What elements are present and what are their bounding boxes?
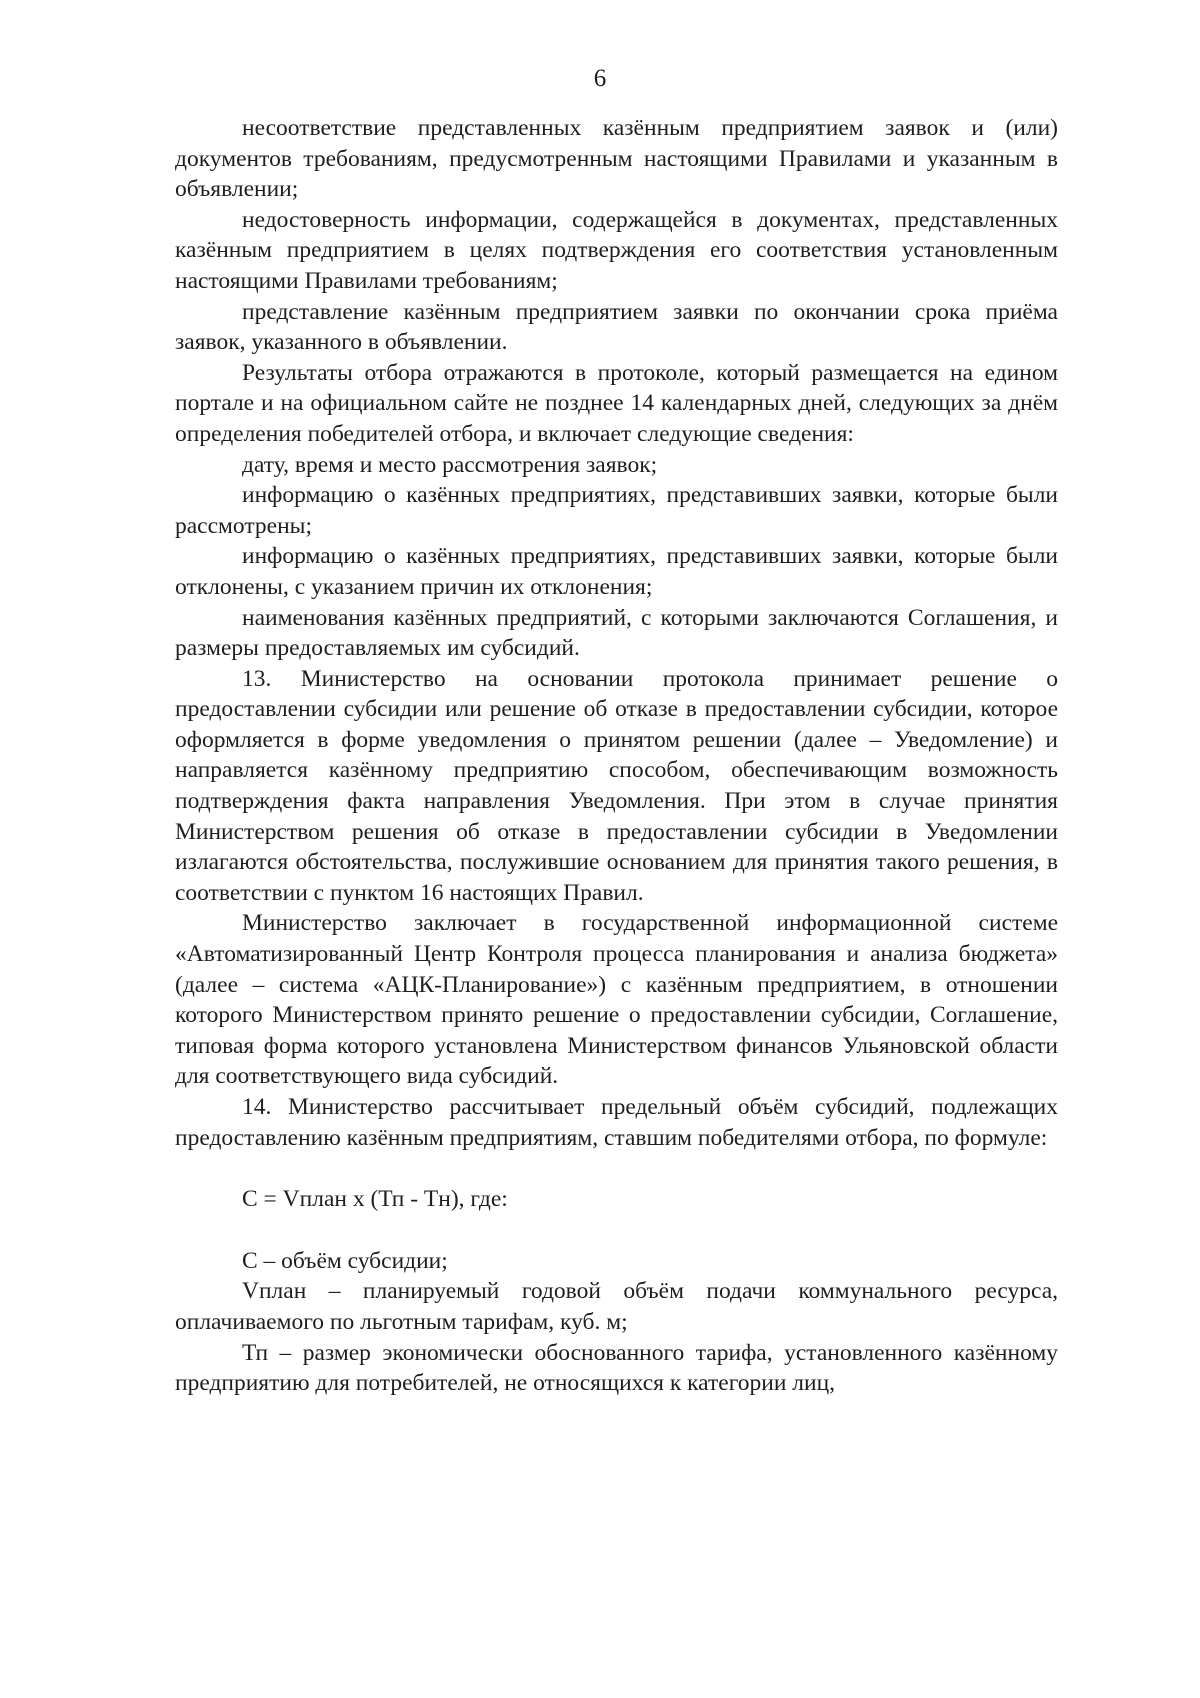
paragraph-clause-13: 13. Министерство на основании протокола принимает решение о предоставлении субсидии или решение об отказе в предоставлении субсидии, которое оформляется в форме уведомления о принятом решении (далее – Уведомление) и направляется казённому предприятию способом, обеспечивающим возможность подтверждения факта направления Уведомления. При этом в случае принятия Министерством решения об отказе в предоставлении субсидии в Уведомлении излагаются обстоятельства, послужившие основанием для принятия такого решения, в соответствии с пунктом 16 настоящих Правил. [175,665,1058,906]
paragraph-clause-14: 14. Министерство рассчитывает предельный объём субсидий, подлежащих предоставлению казённым предприятиям, ставшим победителями отбора, по формуле: [175,1094,1058,1151]
paragraph-results-item-3: информацию о казённых предприятиях, представивших заявки, которые были отклонены, с указанием причин их отклонения; [175,543,1058,600]
paragraph-results-item-2: информацию о казённых предприятиях, представивших заявки, которые были рассмотрены; [175,482,1058,539]
paragraph-rejection-grounds-3: представление казённым предприятием заявки по окончании срока приёма заявок, указанного в объявлении. [175,298,1058,356]
paragraph-rejection-grounds-2: недостоверность информации, содержащейся в документах, представленных казённым предприятием в целях подтверждения его соответствия установленным настоящими Правилами требованиям; [175,206,1058,294]
paragraph-agreement: Министерство заключает в государственной информационной системе «Автоматизированный Центр Контроля процесса планирования и анализа бюджета» (далее – система «АЦК-Планирование») с казённым предприятием, в отношении которого Министерством принято решение о предоставлении субсидии, Соглашение, типовая форма которого установлена Министерством финансов Ульяновской области для соответствующего вида субсидий. [175,910,1058,1090]
document-body [175,113,1058,1399]
paragraph-selection-results: Результаты отбора отражаются в протоколе, который размещается на едином портале и на официальном сайте не позднее 14 календарных дней, следующих за днём определения победителей отбора, и включает следующие сведения: [175,359,1058,447]
definition-vplan: Vплан – планируемый годовой объём подачи коммунального ресурса, оплачиваемого по льготным тарифам, куб. м; [175,1278,1058,1335]
definition-c: С – объём субсидии; [242,1247,448,1274]
paragraph-results-item-4: наименования казённых предприятий, с которыми заключаются Соглашения, и размеры предоставляемых им субсидий. [175,604,1058,662]
paragraph-rejection-grounds-1: несоответствие представленных казённым предприятием заявок и (или) документов требованиям, предусмотренным настоящими Правилами и указанным в объявлении; [175,115,1058,203]
definition-tp: Тп – размер экономически обоснованного тарифа, установленного казённому предприятию для потребителей, не относящихся к категории лиц, [175,1339,1058,1397]
paragraph-results-item-1: дату, время и место рассмотрения заявок; [242,451,658,478]
page-number: 6 [593,65,607,92]
subsidy-formula: С = Vплан х (Тп - Тн), где: [242,1186,508,1213]
